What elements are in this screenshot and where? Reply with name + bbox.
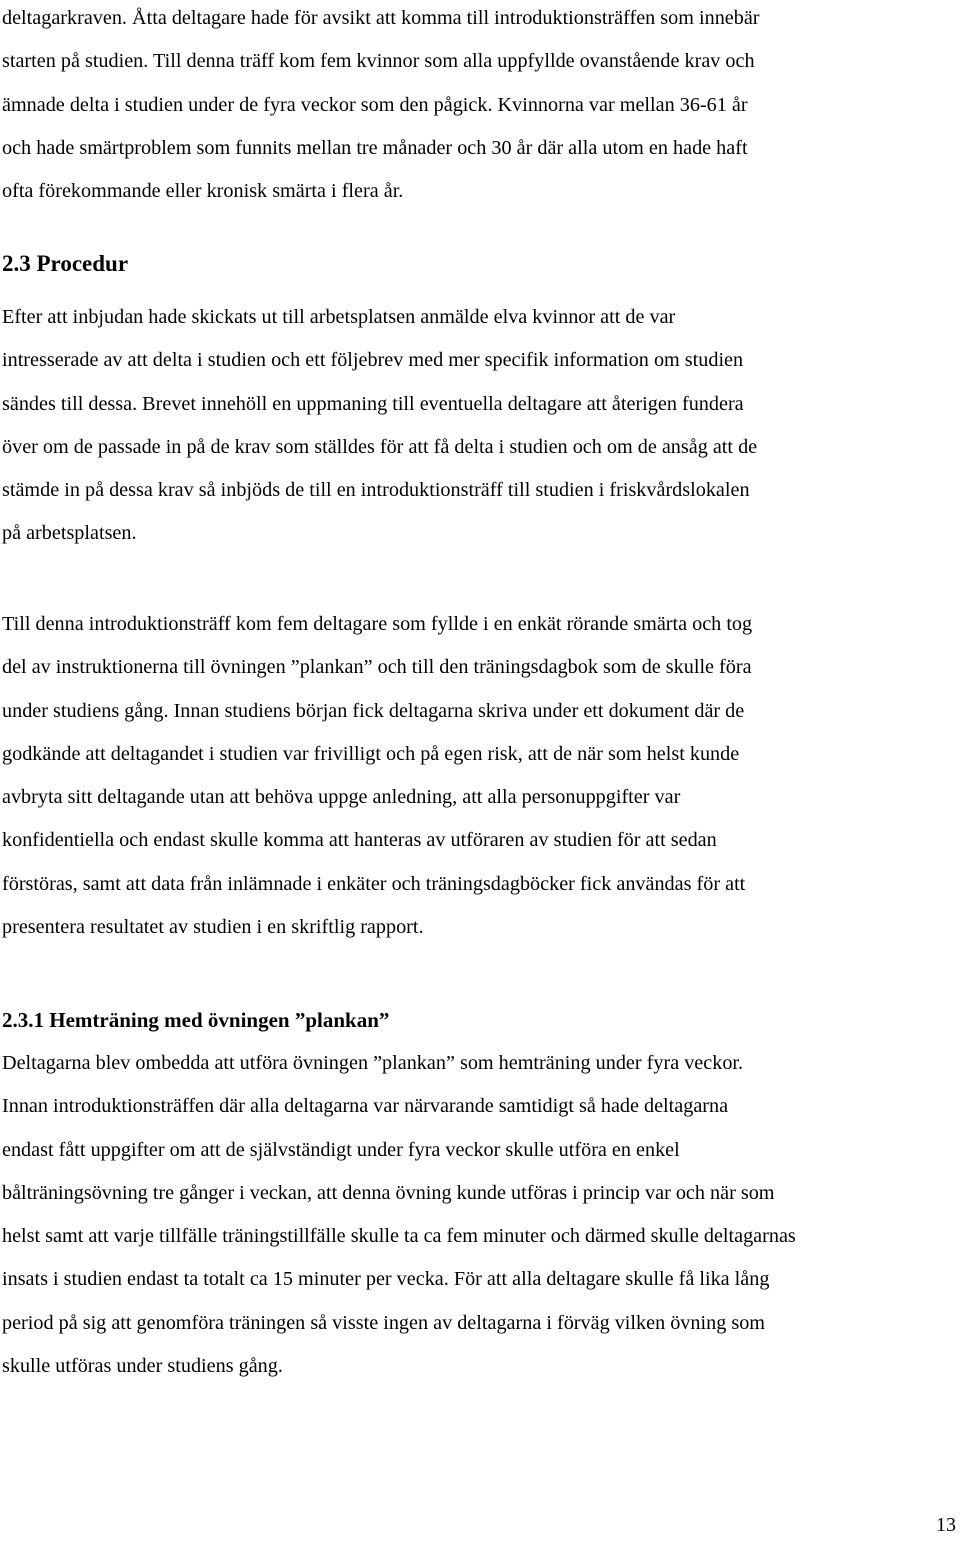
paragraph-procedure-invitation [2,296,958,556]
text-line: och hade smärtproblem som funnits mellan tre månader och 30 år där alla utom en hade haft [2,136,748,159]
text-line: deltagarkraven. Åtta deltagare hade för avsikt att komma till introduktionsträffen som innebär [2,7,760,29]
text-line: presentera resultatet av studien i en skriftlig rapport. [2,916,424,939]
text-line: Innan introduktionsträffen där alla deltagarna var närvarande samtidigt så hade deltagarna [2,1095,729,1118]
text-line: skulle utföras under studiens gång. [2,1355,283,1378]
text-line: bålträningsövning tre gånger i veckan, att denna övning kunde utföras i princip var och när som [2,1181,775,1204]
subsection-heading-home-training: 2.3.1 Hemträning med övningen ”plankan” [2,1008,390,1032]
text-line: starten på studien. Till denna träff kom fem kvinnor som alla uppfyllde ovanstående krav och [2,50,755,73]
paragraph-procedure-meeting [2,603,958,949]
text-line: insats i studien endast ta totalt ca 15 minuter per vecka. För att alla deltagare skulle få lika lång [2,1268,770,1291]
text-line: under studiens gång. Innan studiens början fick deltagarna skriva under ett dokument där de [2,699,745,722]
text-line: sändes till dessa. Brevet innehöll en uppmaning till eventuella deltagare att återigen fundera [2,392,744,415]
text-line: endast fått uppgifter om att de självständigt under fyra veckor skulle utföra en enkel [2,1138,680,1161]
paragraph-home-training [2,1042,958,1388]
text-line: Deltagarna blev ombedda att utföra övningen ”plankan” som hemträning under fyra veckor. [2,1052,744,1074]
text-line: avbryta sitt deltagande utan att behöva uppge anledning, att alla personuppgifter var [2,786,681,809]
page-number: 13 [936,1514,956,1536]
text-line: över om de passade in på de krav som ställdes för att få delta i studien och om de ansåg att de [2,435,758,458]
section-heading-procedure: 2.3 Procedur [2,251,129,276]
text-line: period på sig att genomföra träningen så visste ingen av deltagarna i förväg vilken övning som [2,1311,765,1334]
text-line: på arbetsplatsen. [2,522,137,545]
text-line: Efter att inbjudan hade skickats ut till arbetsplatsen anmälde elva kvinnor att de var [2,306,676,328]
text-line: intresserade av att delta i studien och ett följebrev med mer specifik information om studien [2,349,744,372]
paragraph-participants [2,0,958,213]
text-line: Till denna introduktionsträff kom fem deltagare som fyllde i en enkät rörande smärta och tog [2,613,753,635]
text-line: helst samt att varje tillfälle träningstillfälle skulle ta ca fem minuter och därmed skulle deltagarnas [2,1225,796,1248]
text-line: förstöras, samt att data från inlämnade i enkäter och träningsdagböcker fick användas för att [2,872,746,895]
text-line: konfidentiella och endast skulle komma att hanteras av utföraren av studien för att sedan [2,829,717,852]
text-line: godkände att deltagandet i studien var frivilligt och på egen risk, att de när som helst kunde [2,742,740,765]
text-line: stämde in på dessa krav så inbjöds de till en introduktionsträff till studien i friskvårdslokalen [2,479,750,502]
text-line: ofta förekommande eller kronisk smärta i flera år. [2,180,404,203]
text-line: ämnade delta i studien under de fyra veckor som den pågick. Kvinnorna var mellan 36-61 år [2,93,748,116]
text-line: del av instruktionerna till övningen ”plankan” och till den träningsdagbok som de skulle föra [2,656,752,679]
